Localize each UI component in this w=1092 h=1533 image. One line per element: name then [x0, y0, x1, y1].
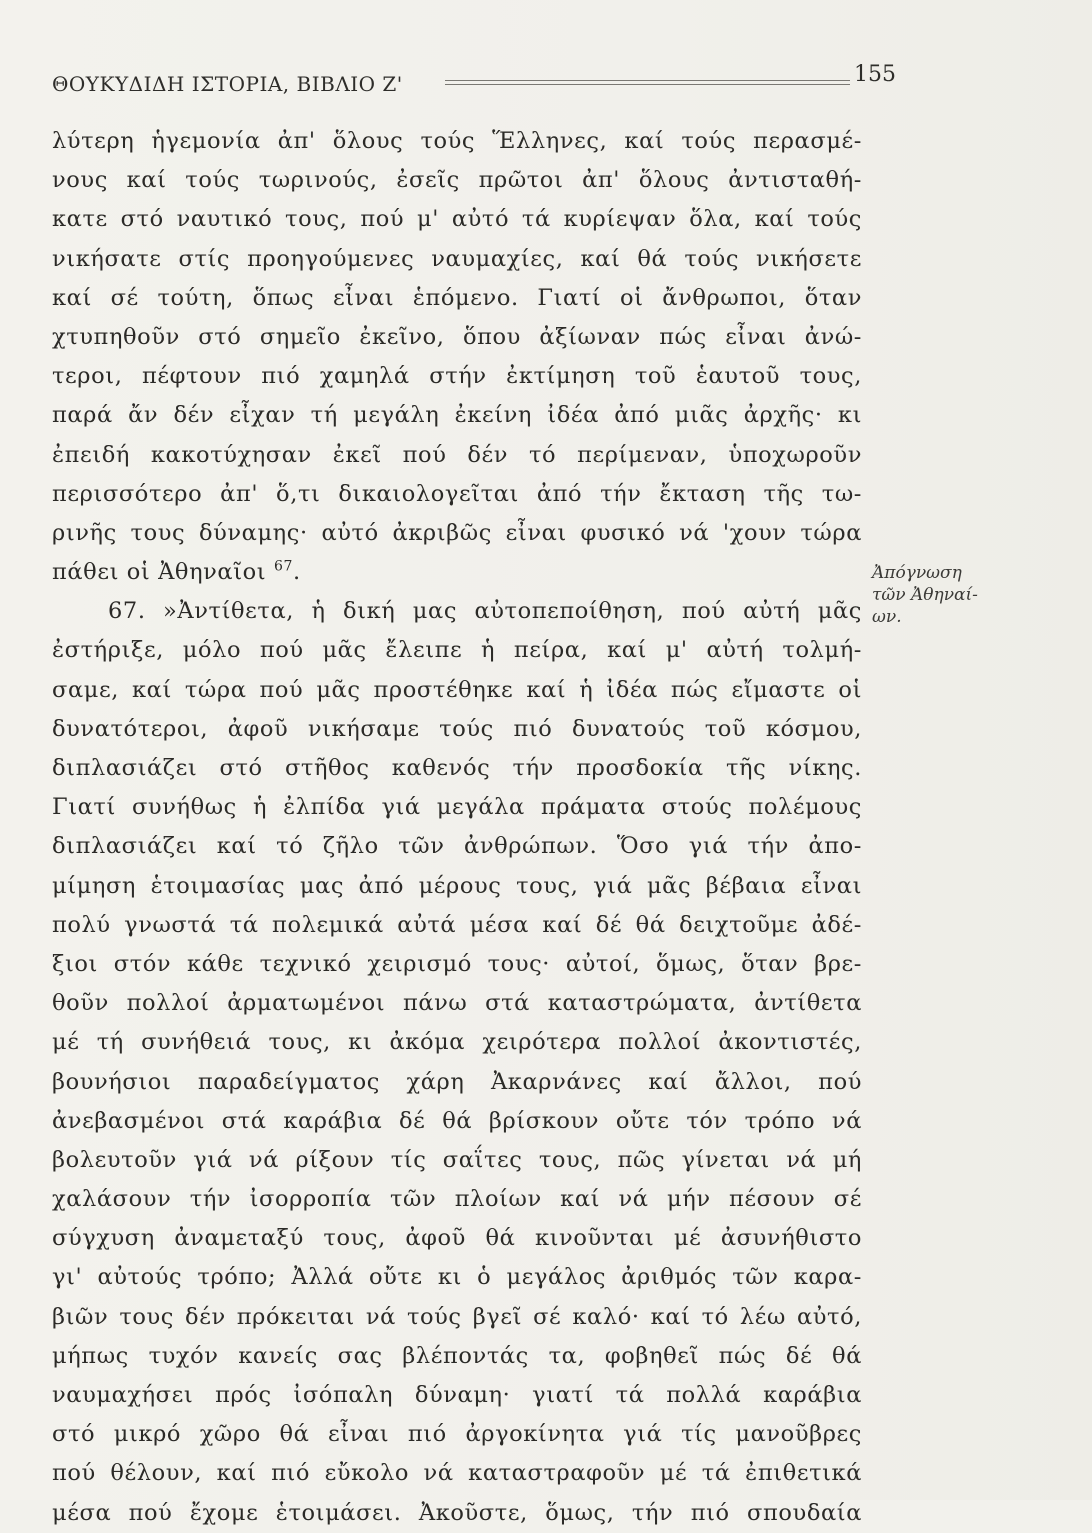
text-line: διπλασιάζει στό στῆθος καθενός τήν προσδοκία τῆς νίκης.	[52, 755, 862, 781]
page-number: 155	[854, 62, 896, 87]
text-line: ναυμαχήσει πρός ἰσόπαλη δύναμη· γιατί τά πολλά καράβια	[52, 1382, 862, 1408]
text-line: βουνήσιοι παραδείγματος χάρη Ἀκαρνάνες καί ἄλλοι, πού	[52, 1068, 862, 1095]
chapter-67-start: 67. »Ἀντίθετα, ἡ δική μας αὐτοπεποίθηση, πού αὐτή μᾶς	[108, 598, 862, 625]
text-line: νους καί τούς τωρινούς, ἐσεῖς πρῶτοι ἀπ' ὅλους ἀντισταθή-	[52, 167, 862, 194]
margin-note-line: Ἀπόγνωση	[872, 563, 962, 583]
text-line: καί σέ τούτη, ὅπως εἶναι ἑπόμενο. Γιατί οἱ ἄνθρωποι, ὅταν	[52, 284, 862, 311]
text-line: γι' αὐτούς τρόπο; Ἀλλά οὔτε κι ὁ μεγάλος ἀριθμός τῶν καρα-	[52, 1264, 862, 1291]
text-line: νικήσατε στίς προηγούμενες ναυμαχίες, καί θά τούς νικήσετε	[52, 245, 862, 272]
text-line: πού θέλουν, καί πιό εὔκολο νά καταστραφοῦν μέ τά ἐπιθετικά	[52, 1460, 862, 1487]
text-line: μέ τή συνήθειά τους, κι ἀκόμα χειρότερα πολλοί ἀκοντιστές,	[52, 1029, 862, 1056]
text-line: μήπως τυχόν κανείς σας βλέποντάς τα, φοβηθεῖ πώς δέ θά	[52, 1342, 862, 1369]
text-line: λύτερη ἡγεμονία ἀπ' ὅλους τούς Ἕλληνες, καί τούς περασμέ-	[52, 128, 862, 154]
text-line: διπλασιάζει καί τό ζῆλο τῶν ἀνθρώπων. Ὅσο γιά τήν ἀπο-	[52, 833, 862, 860]
text-line: βολευτοῦν γιά νά ρίξουν τίς σαΐτες τους, πῶς γίνεται νά μή	[52, 1146, 862, 1173]
text-line: τεροι, πέφτουν πιό χαμηλά στήν ἐκτίμηση τοῦ ἑαυτοῦ τους,	[52, 363, 862, 390]
text-line: ἐπειδή κακοτύχησαν ἐκεῖ πού δέν τό περίμεναν, ὑποχωροῦν	[52, 441, 862, 468]
text-line: παρά ἄν δέν εἶχαν τή μεγάλη ἐκείνη ἰδέα ἀπό μιᾶς ἀρχῆς· κι	[52, 402, 862, 429]
text-line: σαμε, καί τώρα πού μᾶς προστέθηκε καί ἡ ἰδέα πώς εἴμαστε οἱ	[52, 676, 862, 703]
text-line: θοῦν πολλοί ἀρματωμένοι πάνω στά καταστρώματα, ἀντίθετα	[52, 990, 862, 1017]
text-line: ἐστήριξε, μόλο πού μᾶς ἔλειπε ἡ πείρα, καί μ' αὐτή τολμή-	[52, 637, 862, 664]
margin-note	[872, 562, 1032, 628]
body-text	[52, 122, 862, 1533]
text-line: βιῶν τους δέν πρόκειται νά τούς βγεῖ σέ καλό· καί τό λέω αὐτό,	[52, 1303, 862, 1330]
text-line: δυνατότεροι, ἀφοῦ νικήσαμε τούς πιό δυνατούς τοῦ κόσμου,	[52, 715, 862, 742]
text-line: πολύ γνωστά τά πολεμικά αὐτά μέσα καί δέ θά δειχτοῦμε ἀδέ-	[52, 911, 862, 938]
text-line: ρινῆς τους δύναμης· αὐτό ἀκριβῶς εἶναι φυσικό νά 'χουν τώρα	[52, 519, 862, 546]
text-line: περισσότερο ἀπ' ὅ,τι δικαιολογεῖται ἀπό τήν ἔκταση τῆς τω-	[52, 480, 862, 507]
text-line: σύγχυση ἀναμεταξύ τους, ἀφοῦ θά κινοῦνται μέ ἀσυνήθιστο	[52, 1225, 862, 1252]
header-rule	[445, 80, 850, 85]
text-line: χτυπηθοῦν στό σημεῖο ἐκεῖνο, ὅπου ἀξίωναν πώς εἶναι ἀνώ-	[52, 323, 862, 350]
text-line: χαλάσουν τήν ἰσορροπία τῶν πλοίων καί νά μήν πέσουν σέ	[52, 1186, 862, 1213]
text-line: Γιατί συνήθως ἡ ἐλπίδα γιά μεγάλα πράματα στούς πολέμους	[52, 794, 862, 821]
text-line: ἀνεβασμένοι στά καράβια δέ θά βρίσκουν οὔτε τόν τρόπο νά	[52, 1107, 862, 1134]
text-line: μέσα πού ἔχομε ἑτοιμάσει. Ἀκοῦστε, ὅμως, τήν πιό σπουδαία	[52, 1499, 862, 1526]
header-title: ΘΟΥΚΥΔΙΔΗ ΙΣΤΟΡΙΑ, ΒΙΒΛΙΟ Ζ'	[52, 72, 403, 96]
running-header	[52, 62, 896, 102]
margin-note-line: ων.	[872, 607, 902, 627]
text-line: πάθει οἱ Ἀθηναῖοι $^{67}$.	[52, 558, 301, 586]
text-line: στό μικρό χῶρο θά εἶναι πιό ἀργοκίνητα γιά τίς μανοῦβρες	[52, 1421, 862, 1448]
footnote-marker: 67	[273, 558, 293, 575]
text-line: μίμηση ἑτοιμασίας μας ἀπό μέρους τους, γιά μᾶς βέβαια εἶναι	[52, 872, 862, 899]
text-line: ξιοι στόν κάθε τεχνικό χειρισμό τους· αὐτοί, ὅμως, ὅταν βρε-	[52, 950, 862, 977]
text-line: κατε στό ναυτικό τους, πού μ' αὐτό τά κυρίεψαν ὅλα, καί τούς	[52, 206, 862, 233]
margin-note-line: τῶν Ἀθηναί-	[872, 585, 978, 605]
